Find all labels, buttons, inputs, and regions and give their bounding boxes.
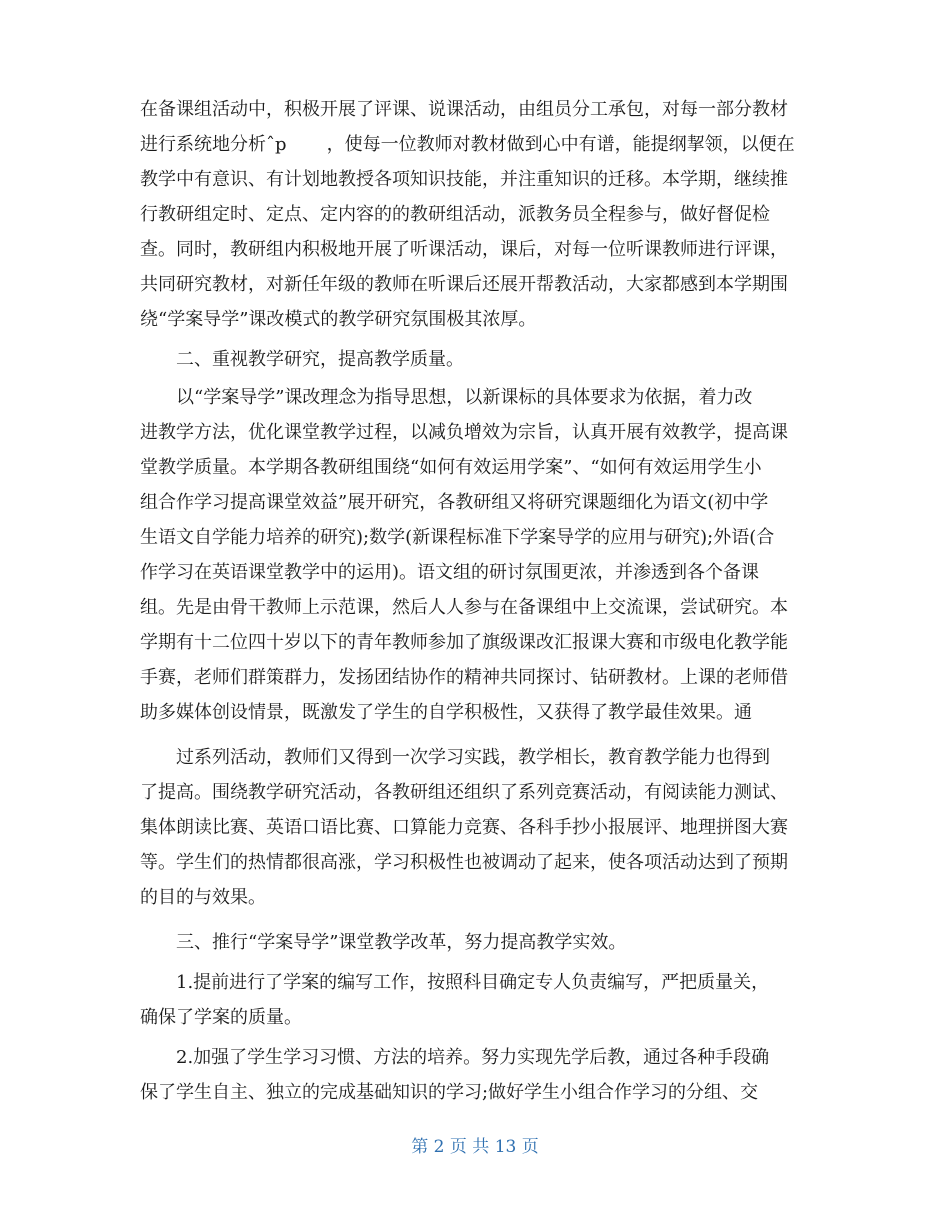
text-line: 堂教学质量。本学期各教研组围绕“如何有效运用学案”、“如何有效运用学生小 [140,457,762,478]
text-line: 了提高。围绕教学研究活动，各教研组还组织了系列竞赛活动，有阅读能力测试、 [140,782,788,803]
text-line: 作学习在英语课堂教学中的运用)。语文组的研讨氛围更浓，并渗透到各个备课 [140,562,760,583]
text-line: 集体朗读比赛、英语口语比赛、口算能力竞赛、各科手抄小报展评、地理拼图大赛 [140,817,788,838]
text-line: 学期有十二位四十岁以下的青年教师参加了旗级课改汇报课大赛和市级电化教学能 [140,632,788,653]
text-line: 过系列活动，教师们又得到一次学习实践，教学相长，教育教学能力也得到 [176,747,770,768]
text-line: 查。同时，教研组内积极地开展了听课活动，课后，对每一位听课教师进行评课， [140,239,788,260]
text-line: 组合作学习提高课堂效益”展开研究，各教研组又将研究课题细化为语文(初中学 [140,492,769,513]
text-line: 助多媒体创设情景，既激发了学生的自学积极性，又获得了教学最佳效果。通 [140,702,752,723]
text-line: 进行系统地分析ˆp ，使每一位教师对教材做到心中有谱，能提纲挈领，以便在 [140,134,795,155]
text-line: 的目的与效果。 [140,887,266,908]
text-line: 保了学生自主、独立的完成基础知识的学习;做好学生小组合作学习的分组、交 [140,1082,759,1103]
text-line: 组。先是由骨干教师上示范课，然后人人参与在备课组中上交流课，尝试研究。本 [140,597,788,618]
text-line: 行教研组定时、定点、定内容的的教研组活动，派教务员全程参与，做好督促检 [140,204,770,225]
list-item: 2.加强了学生学习习惯、方法的培养。努力实现先学后教，通过各种手段确 [176,1047,770,1068]
text-line: 生语文自学能力培养的研究);数学(新课程标准下学案导学的应用与研究);外语(合 [140,527,775,548]
list-item: 1.提前进行了学案的编写工作，按照科目确定专人负责编写，严把质量关， [176,972,770,993]
section-heading: 二、重视教学研究，提高教学质量。 [176,349,464,370]
text-line: 进教学方法，优化课堂教学过程，以减负增效为宗旨，认真开展有效教学，提高课 [140,422,788,443]
text-line: 确保了学案的质量。 [140,1007,302,1028]
page-number-footer: 第 2 页 共 13 页 [411,1137,539,1157]
text-line: 共同研究教材，对新任年级的教师在听课后还展开帮教活动，大家都感到本学期围 [140,274,788,295]
text-line: 在备课组活动中，积极开展了评课、说课活动，由组员分工承包，对每一部分教材 [140,99,788,120]
text-line: 以“学案导学”课改理念为指导思想，以新课标的具体要求为依据，着力改 [176,387,753,408]
text-line: 绕“学案导学”课改模式的教学研究氛围极其浓厚。 [140,309,537,330]
section-heading: 三、推行“学案导学”课堂教学改革，努力提高教学实效。 [176,932,627,953]
text-line: 手赛，老师们群策群力，发扬团结协作的精神共同探讨、钻研教材。上课的老师借 [140,667,788,688]
text-line: 教学中有意识、有计划地教授各项知识技能，并注重知识的迁移。本学期，继续推 [140,169,788,190]
text-line: 等。学生们的热情都很高涨，学习积极性也被调动了起来，使各项活动达到了预期 [140,852,788,873]
